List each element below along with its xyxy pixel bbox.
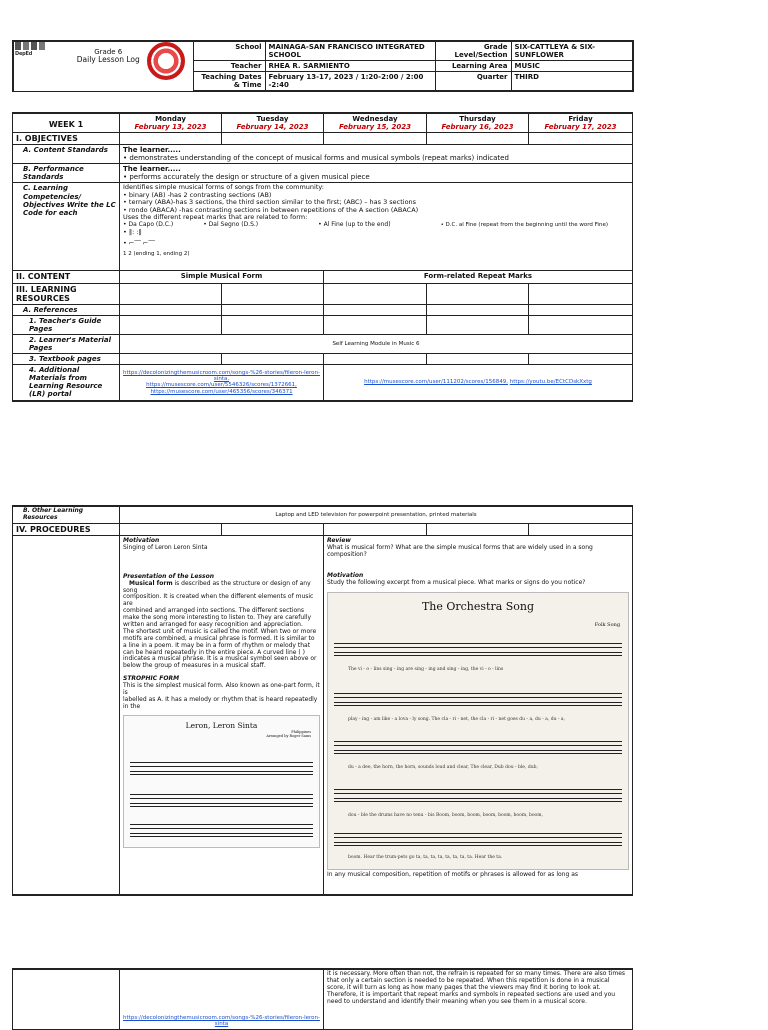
doc-title-grade: Grade 6: [94, 48, 123, 56]
header-table: [12, 40, 632, 92]
link-musescore-1[interactable]: https://musescore.com/user/5546326/scores/1372661,: [146, 382, 297, 389]
dates-label: Teaching Dates & Time: [193, 72, 265, 92]
references-label: A. References: [13, 305, 120, 316]
lesson-table: [12, 112, 632, 402]
link-musescore-2[interactable]: https://musescore.com/user/465356/scores/346371: [150, 388, 293, 395]
leron-sheet-music: Leron, Leron Sinta Philippines Arranged by Roger Sams: [123, 715, 320, 848]
performance-standards-label: B. Performance Standards: [13, 164, 120, 183]
content-title: II. CONTENT: [13, 271, 120, 283]
page3-link-cell: [120, 969, 324, 1029]
link-leron[interactable]: https://decolonizingthemusicroom.com/songs-%26-stories/fileron-leron-sinta,: [123, 369, 320, 383]
week-label: WEEK 1: [13, 113, 120, 133]
school-label: School: [193, 41, 265, 61]
content-left: Simple Musical Form: [120, 271, 324, 283]
grade-value: SIX-CATTLEYA & SIX-SUNFLOWER: [511, 41, 633, 61]
other-resources-label: B. Other Learning Resources: [13, 506, 120, 523]
doc-title-dll: Daily Lesson Log: [76, 55, 140, 65]
tg-label: 1. Teacher's Guide Pages: [13, 316, 120, 335]
objectives-title: I. OBJECTIVES: [13, 133, 120, 145]
lm-label: 2. Learner's Material Pages: [13, 335, 120, 354]
link-leron-page3[interactable]: https://decolonizingthemusicroom.com/songs-%26-stories/fileron-leron-sinta: [123, 1014, 320, 1028]
links-left: [120, 365, 324, 401]
day-friday: Friday February 17, 2023: [529, 113, 633, 133]
school-value: MAINAGA-SAN FRANCISCO INTEGRATED SCHOOL: [265, 41, 435, 61]
area-label: Learning Area: [435, 61, 511, 72]
monday-tuesday-procedure: Motivation Singing of Leron Leron Sinta Presentation of the Lesson Musical form is described as the structure or design of any song composition. It is created when the different elements of music are combined and arranged into sections. The different sections make the song more interesting to listen to. They are carefully written and arranged for easy recognition and appreciation. The shortest unit of music is called the motif. When two or more motifs are combined, a musical phrase is formed. It is similar to a line in a poem. It may be in a form of rhythm or melody that can be heard repeatedly in the entire piece. A curved line ( ) indicates a musical phrase. It is a musical symbol seen above or below the group of measures in a musical staff. STROPHIC FORM This is the simplest musical form. Also known as one-part form, it is labelled as A. It has a melody or rhythm that is heard repeatedly in the Leron, Leron Sinta Philippines Arranged by Roger Sams: [120, 535, 324, 895]
link-youtube[interactable]: https://youtu.be/ECtCDskXxtg: [509, 379, 592, 386]
day-thursday: Thursday February 16, 2023: [427, 113, 529, 133]
content-standards-label: A. Content Standards: [13, 145, 120, 164]
day-monday: Monday February 13, 2023: [120, 113, 222, 133]
resources-title: III. LEARNING RESOURCES: [13, 283, 120, 304]
quarter-value: THIRD: [511, 72, 633, 92]
additional-label: 4. Additional Materials from Learning Resource (LR) portal: [13, 365, 120, 401]
content-standards-value: The learner..... • demonstrates understanding of the concept of musical forms and musical symbols (repeat marks) indicated: [120, 145, 633, 164]
links-right: [324, 365, 633, 401]
dates-value: February 13-17, 2023 / 1:20-2:00 / 2:00 -2:40: [265, 72, 435, 92]
lm-value: Self Learning Module in Music 6: [120, 335, 633, 354]
procedures-table: [12, 505, 632, 896]
page3-table: [12, 968, 632, 1030]
competencies-value: Identifies simple musical forms of songs from the community: • binary (AB) -has 2 contrasting sections (AB) • ternary (ABA)-has 3 sections, the third section similar to the first; (ABC) – has 3 sections • rondo (ABACA) -has contrasting sections in between repetitions of the A section (ABACA) Uses the different repeat marks that are related to form: • Da Capo (D.C.) • Dal Segno (D.S.) • Al Fine (up to the end) • D.C. al Fine (repeat from the beginning until the word Fine) • ‖: :‖ • ⌐‾‾ ⌐‾‾ 1 2 (ending 1, ending 2): [120, 183, 633, 271]
orchestra-title: The Orchestra Song: [421, 600, 535, 614]
link-musescore-3[interactable]: https://musescore.com/user/111202/scores/156849,: [364, 379, 508, 386]
textbook-label: 3. Textbook pages: [13, 354, 120, 365]
day-tuesday: Tuesday February 14, 2023: [222, 113, 324, 133]
procedures-title: IV. PROCEDURES: [13, 523, 120, 535]
day-wednesday: Wednesday February 15, 2023: [324, 113, 427, 133]
competencies-label: C. Learning Competencies/ Objectives Write the LC Code for each: [13, 183, 120, 271]
orchestra-sheet-music: The Orchestra Song Folk Song The vi - o - lins sing - ing are sing - ing and sing - ing, the vi - o - lins play - ing - am like - a lova - ly song. The cla - ri - net, the cla - ri - net goes du - a, du - a, du - a, du - a dee, the horn, the horn, sounds loud and clear, The clear, Dub dou - ble, dub, dou - ble the drums have no tenu - bis Boom, boom, boom, boom, boom, boom, boom, boom. Hear the trum-pets go ta, ta, ta, ta, ta, ta, ta, ta. Hear the ta.: [327, 592, 629, 870]
other-resources-value: Laptop and LED television for powerpoint presentation, printed materials: [120, 506, 633, 523]
quarter-label: Quarter: [435, 72, 511, 92]
area-value: MUSIC: [511, 61, 633, 72]
deped-logo: DepEd: [15, 42, 53, 74]
grade-label: Grade Level/Section: [435, 41, 511, 61]
wednesday-friday-procedure: Review What is musical form? What are the simple musical forms that are widely used in a song composition? Motivation Study the following excerpt from a musical piece. What marks or signs do you notice? The Orchestra Song Folk Song The vi - o - lins sing - ing are sing - ing and sing - ing, the vi - o - lins play - ing - am like - a lova - ly song. The cla - ri - net, the cla - ri - net goes du - a, du - a, du - a, du - a dee, the horn, the horn, sounds loud and clear, The clear, Dub dou - ble, dub, dou - ble the drums have no tenu - bis Boom, boom, boom, boom, boom, boom, boom, boom. Hear the trum-pets go ta, ta, ta, ta, ta, ta, ta, ta. Hear the ta. In any musical composition, repetition of motifs or phrases is allowed for as long as: [324, 535, 633, 895]
teacher-value: RHEA R. SARMIENTO: [265, 61, 435, 72]
content-right: Form-related Repeat Marks: [324, 271, 633, 283]
teacher-label: Teacher: [193, 61, 265, 72]
performance-standards-value: The learner..... • performs accurately the design or structure of a given musical piece: [120, 164, 633, 183]
page3-text: it is necessary. More often than not, the refrain is repeated for so many times. There are also times that only a certain section is needed to be repeated. When this repetition is done in a musical score, it will turn as long as how many pages that the viewers may find it boring to look at. Therefore, it is important that repeat marks and symbols in repeated sections are used and you need to understand and identify their meaning when you see them in a musical score.: [324, 969, 633, 1029]
